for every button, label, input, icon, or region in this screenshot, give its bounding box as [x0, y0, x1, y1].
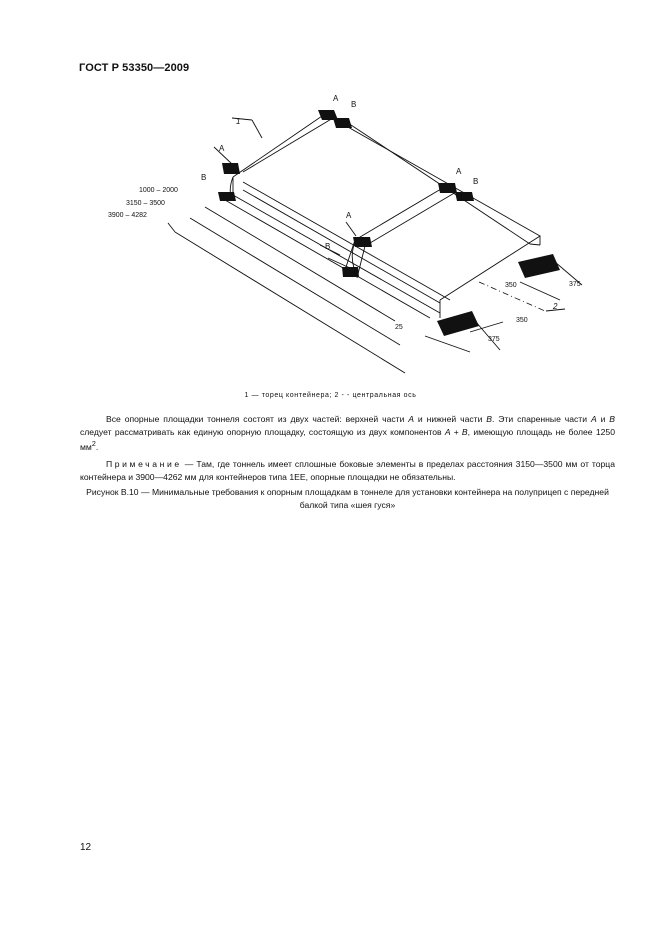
note-text: — Там, где тоннель имеет сплошные боковые элементы в пределах расстояния 3150—3500 мм от торца контейнера и 3900—4262 мм для контейнеров типа 1EE, опорные площадки не обязательны. [80, 459, 615, 482]
dim-375-bottom: 375 [488, 336, 500, 343]
dim-3900-4282: 3900 – 4282 [108, 212, 147, 219]
note-label: Примечание [106, 459, 182, 469]
paragraph-support-pads: Все опорные площадки тоннеля состоят из двух частей: верхней части A и нижней части B. Эти спаренные части A и B следует рассматривать как единую опорную площадку, состоящую из двух компонентов A + B, имеющую площадь не более 1250 $мм^2$. [80, 414, 615, 452]
page-number: 12 [80, 842, 92, 853]
label-b-top: B [351, 100, 357, 109]
dim-350-bottom: 350 [516, 317, 528, 324]
label-a-mid: A [346, 211, 352, 220]
label-a-right: A [456, 167, 462, 176]
label-part-2: 2 [553, 302, 558, 311]
dim-350-right: 350 [505, 282, 517, 289]
dim-375-right: 375 [569, 281, 581, 288]
label-a-left: A [219, 144, 225, 153]
label-part-1: 1 [236, 117, 241, 126]
document-header: ГОСТ Р 53350—2009 [79, 62, 190, 74]
label-b-left: B [201, 173, 207, 182]
tunnel-diagram [0, 0, 661, 400]
note-paragraph [80, 458, 615, 483]
dim-1000-2000: 1000 – 2000 [139, 187, 178, 194]
label-a-top: A [333, 94, 339, 103]
dim-3150-3500: 3150 – 3500 [126, 200, 165, 207]
figure-legend: 1 — торец контейнера; 2 - - центральная ось [244, 392, 417, 399]
dim-25: 25 [395, 324, 403, 331]
label-b-mid: B [325, 242, 331, 251]
label-b-right: B [473, 177, 479, 186]
figure-title: Рисунок В.10 — Минимальные требования к опорным площадкам в тоннеле для установки контейнера на полуприцеп с передней балкой типа «шея гуся» [86, 487, 609, 510]
